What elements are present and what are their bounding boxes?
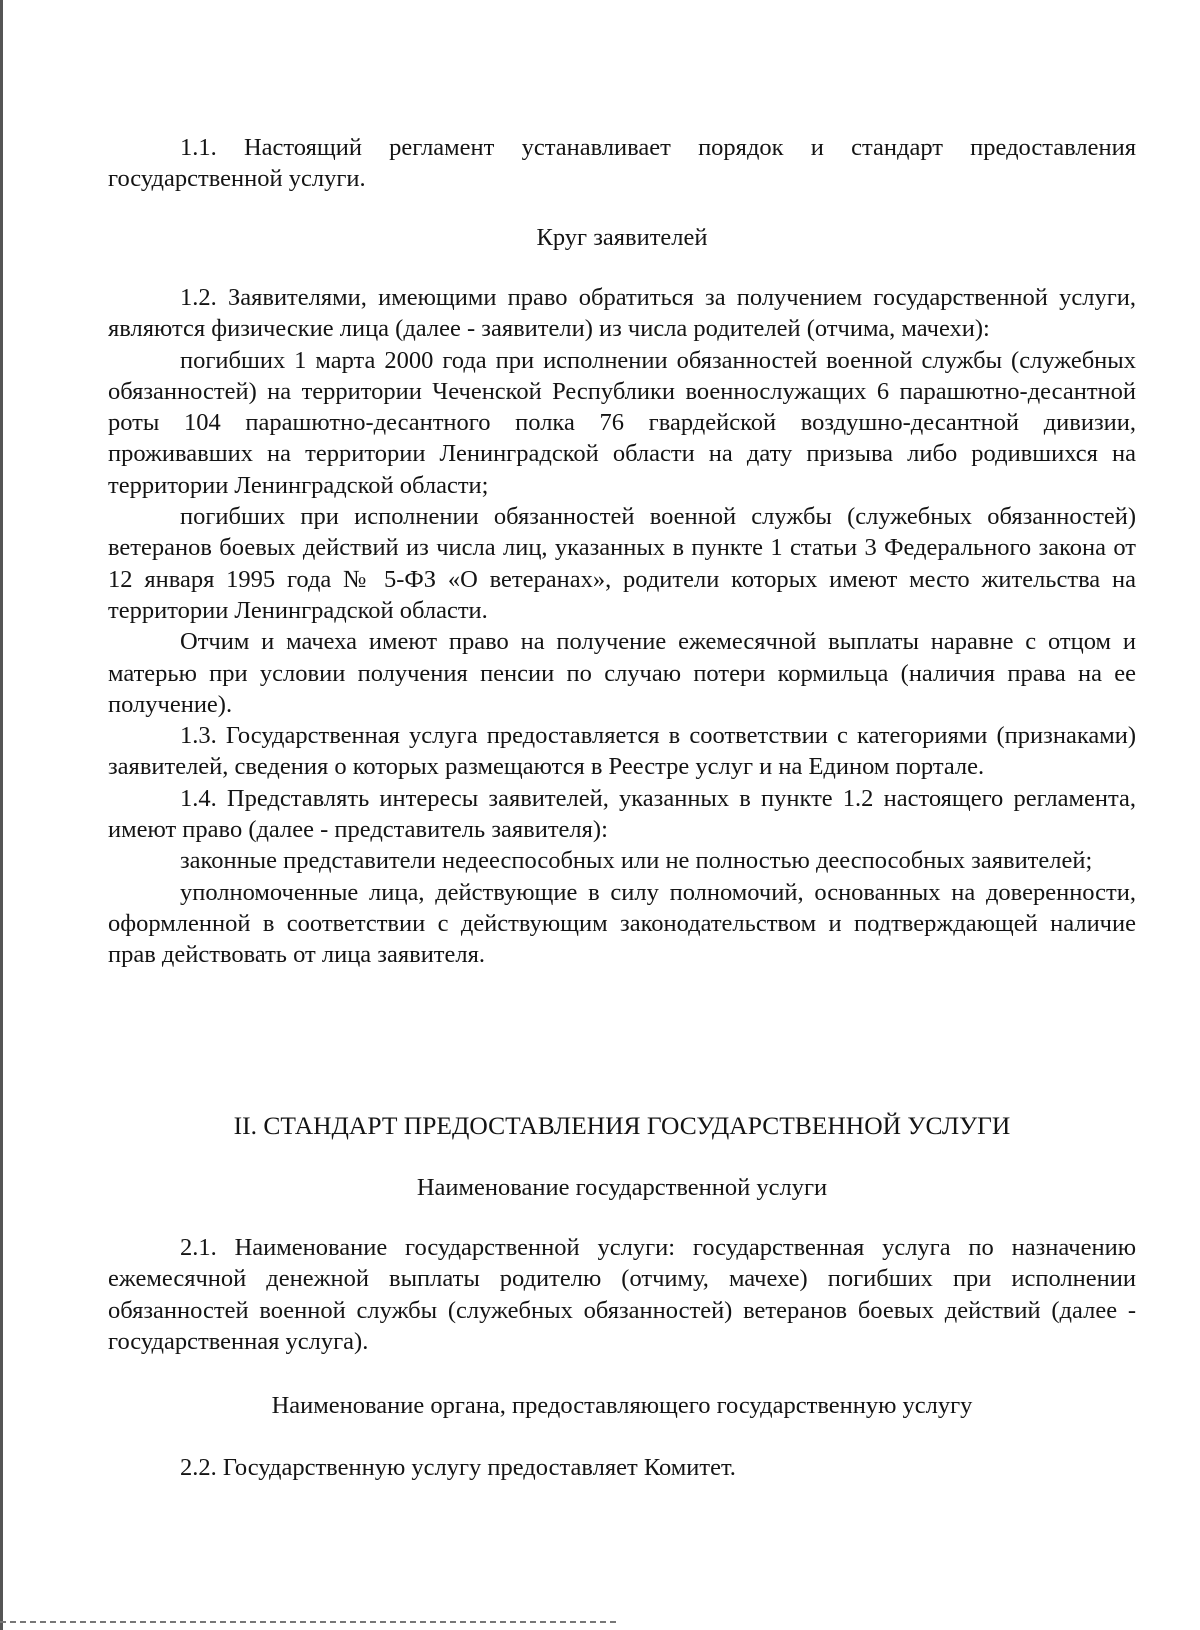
paragraph-1-2-c: Отчим и мачеха имеют право на получение ежемесячной выплаты наравне с отцом и матерью при условии получения пенсии по случаю потери кормильца (наличия права на ее получение). [108,628,1136,718]
paragraph-1-4: 1.4. Представлять интересы заявителей, указанных в пункте 1.2 настоящего регламента, имеют право (далее - представитель заявителя): [108,784,1136,844]
paragraph-1-2: 1.2. Заявителями, имеющими право обратиться за получением государственной услуги, являются физические лица (далее - заявители) из числа родителей (отчима, мачехи): [108,284,1136,343]
paragraph-1-4-a: законные представители недееспособных или не полностью дееспособных заявителей; [180,847,1093,875]
scan-bottom-edge [0,1621,620,1623]
paragraph-2-2: 2.2. Государственную услугу предоставляет Комитет. [180,1454,736,1481]
paragraph-1-2-a: погибших 1 марта 2000 года при исполнении обязанностей военной службы (служебных обязанностей) на территории Чеченской Республики военнослужащих 6 парашютно-десантной роты 104 парашютно-десантного полка 76 гвардейской воздушно-десантной дивизии, проживавших на территории Ленинградской области на дату призыва либо родившихся на территории Ленинградской области; [108,346,1136,499]
paragraph-2-2-block [108,1452,1136,1483]
section-title: II. СТАНДАРТ ПРЕДОСТАВЛЕНИЯ ГОСУДАРСТВЕННОЙ УСЛУГИ [233,1111,1011,1140]
paragraph-1-4-b: уполномоченные лица, действующие в силу полномочий, основанных на доверенности, оформленной в соответствии с действующим законодательством и подтверждающей наличие прав действовать от лица заявителя. [108,878,1136,969]
heading-text: Наименование государственной услуги [416,1174,828,1201]
heading-text: Круг заявителей [536,224,708,251]
paragraph-2-1: 2.1. Наименование государственной услуги: государственная услуга по назначению ежемесячной денежной выплаты родителю (отчиму, мачехе) погибших при исполнении обязанностей военной службы (служебных обязанностей) ветеранов боевых действий (далее - государственная услуга). [108,1234,1136,1355]
paragraph-1-1 [108,132,1136,195]
paragraph-block-1 [108,282,1136,971]
heading-authority [108,1390,1136,1421]
paragraph-1-3: 1.3. Государственная услуга предоставляется в соответствии с категориями (признаками) заявителей, сведения о которых размещаются в Реестре услуг и на Едином портале. [108,722,1136,781]
heading-service-name [108,1172,1136,1203]
paragraph-text: 1.1. Настоящий регламент устанавливает порядок и стандарт предоставления государственной услуги. [108,134,1136,193]
heading-text: Наименование органа, предоставляющего государственную услугу [271,1392,973,1419]
paragraph-2-1-block [108,1232,1136,1357]
scan-left-edge [0,0,3,1630]
paragraph-1-2-b: погибших при исполнении обязанностей военной службы (служебных обязанностей) ветеранов боевых действий из числа лиц, указанных в пункте 1 статьи 3 Федерального закона от 12 января 1995 года № 5-ФЗ «О ветеранах», родители которых имеют место жительства на территории Ленинградской области. [108,503,1136,624]
section-2-heading [108,1110,1136,1141]
heading-applicants [108,222,1136,253]
